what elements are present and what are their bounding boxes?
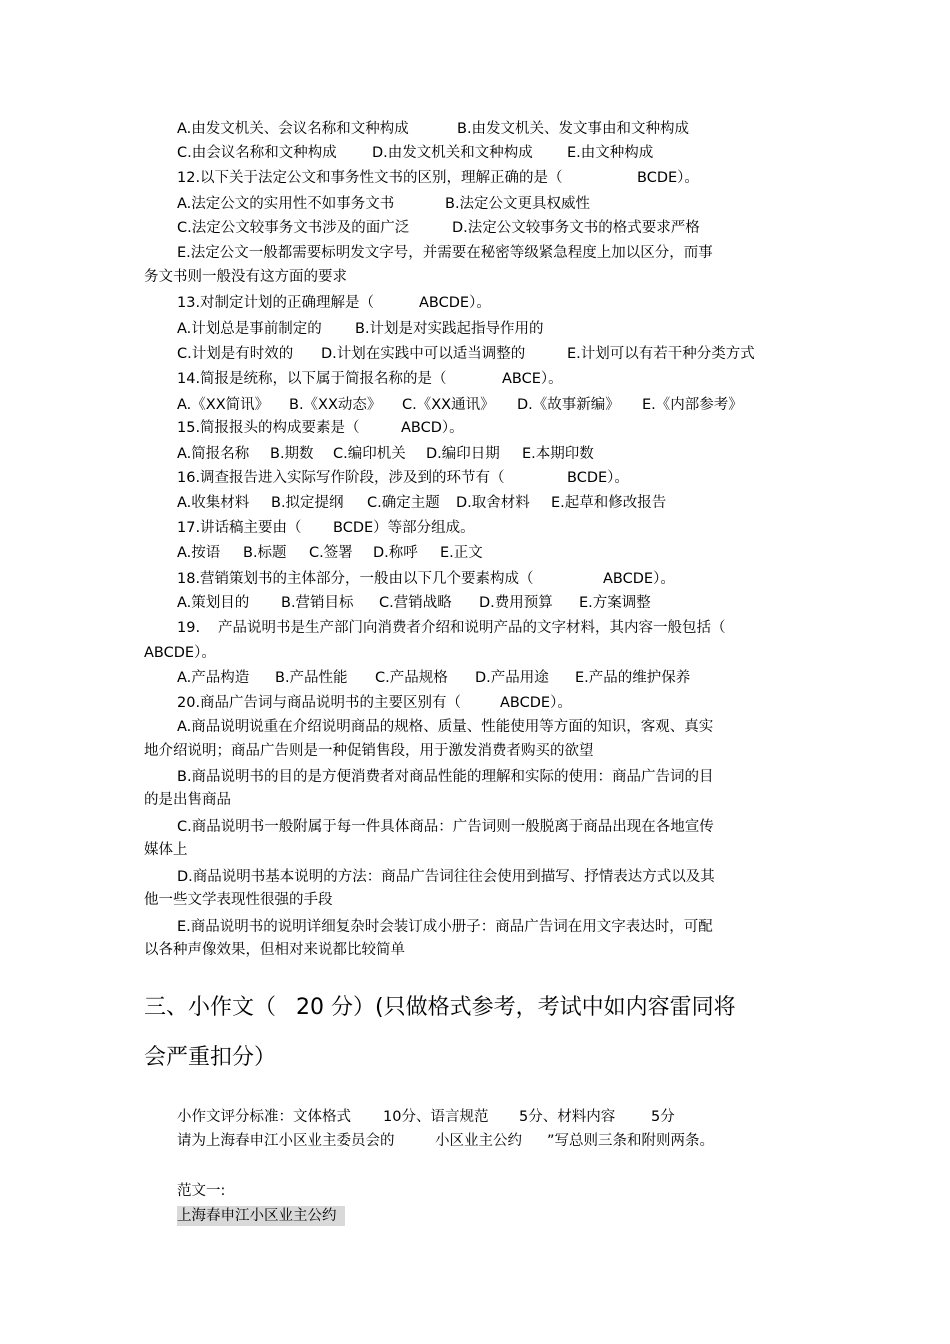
option-c-continued: 媒体上 <box>144 842 188 858</box>
question-text: 13.对制定计划的正确理解是（ <box>177 295 375 311</box>
question-20 <box>177 692 572 714</box>
section-heading-part: 三、小作文（ <box>144 995 277 1020</box>
option-c: C.法定公文较事务文书涉及的面广泛 <box>177 220 410 236</box>
option-d: D.法定公文较事务文书的格式要求严格 <box>452 220 700 236</box>
option-b: B.商品说明书的目的是方便消费者对商品性能的理解和实际的使用：商品广告词的目 <box>177 769 714 785</box>
option-d: D.称呼 <box>373 545 418 561</box>
option-b: B.标题 <box>243 545 287 561</box>
option-b-continued: 的是出售商品 <box>144 792 231 808</box>
option-d: D.由发文机关和文种构成 <box>372 145 533 161</box>
question-text: 12.以下关于法定公文和事务性文书的区别，理解正确的是（ <box>177 170 563 186</box>
option-d: D.编印日期 <box>426 446 500 462</box>
option-c: C.商品说明书一般附属于每一件具体商品：广告词则一般脱离于商品出现在各地宣传 <box>177 819 714 835</box>
option-b: B.拟定提纲 <box>271 495 344 511</box>
option-e: E.计划可以有若干种分类方式 <box>567 346 755 362</box>
answer-key: ABCDE）。 <box>144 645 216 661</box>
criteria-part: 5分 <box>651 1109 675 1125</box>
option-c: C.《XX通讯》 <box>402 397 495 413</box>
answer-key: BCDE）。 <box>637 170 699 186</box>
section-heading-continued <box>144 1043 276 1073</box>
option-d: D.商品说明书基本说明的方法：商品广告词往往会使用到描写、抒情表达方式以及其 <box>177 869 715 885</box>
option-d: D.计划在实践中可以适当调整的 <box>321 346 526 362</box>
option-b-line <box>177 766 714 788</box>
question-13 <box>177 292 491 314</box>
wrapped-line <box>144 839 188 861</box>
question-text: 17.讲话稿主要由（ <box>177 520 302 536</box>
options-line <box>177 217 700 239</box>
option-e: E.《内部参考》 <box>642 397 743 413</box>
criteria-part: 小作文评分标准：文体格式 <box>177 1109 351 1125</box>
wrapped-line <box>144 889 333 911</box>
option-e: E.由文种构成 <box>567 145 654 161</box>
option-a: A.收集材料 <box>177 495 250 511</box>
option-e: E.正文 <box>440 545 483 561</box>
option-c: C.签署 <box>309 545 353 561</box>
answer-key: ABCDE）。 <box>603 571 675 587</box>
option-a: A.计划总是事前制定的 <box>177 321 322 337</box>
prompt-part: 小区业主公约 <box>435 1133 522 1149</box>
option-d: D.《故事新编》 <box>517 397 620 413</box>
question-18 <box>177 568 675 590</box>
options-line <box>177 492 667 514</box>
sample-label <box>177 1180 225 1202</box>
answer-key: ABCDE）。 <box>419 295 491 311</box>
option-b: B.期数 <box>270 446 314 462</box>
options-line <box>177 542 483 564</box>
wrapped-line <box>144 642 216 664</box>
section-heading-part: 20 分）(只做格式参考，考试中如内容雷同将 <box>296 995 736 1020</box>
option-c: C.计划是有时效的 <box>177 346 294 362</box>
prompt-part: 请为上海春申江小区业主委员会的 <box>177 1133 395 1149</box>
option-b: B.《XX动态》 <box>289 397 382 413</box>
option-e-continued: 以各种声像效果，但相对来说都比较简单 <box>144 942 405 958</box>
answer-key: BCDE）。 <box>567 470 629 486</box>
option-a: A.产品构造 <box>177 670 250 686</box>
question-14 <box>177 368 563 390</box>
option-b: B.营销目标 <box>281 595 354 611</box>
answer-key: ABCDE）。 <box>500 695 572 711</box>
question-text: 18.营销策划书的主体部分，一般由以下几个要素构成（ <box>177 571 534 587</box>
question-text: 产品说明书是生产部门向消费者介绍和说明产品的文字材料，其内容一般包括（ <box>218 620 726 636</box>
option-e-continued: 务文书则一般没有这方面的要求 <box>144 269 347 285</box>
option-a: A.法定公文的实用性不如事务文书 <box>177 196 395 212</box>
option-a: A.由发文机关、会议名称和文种构成 <box>177 121 409 137</box>
option-a: A.按语 <box>177 545 221 561</box>
option-d-line <box>177 866 715 888</box>
answer-key: BCDE）等部分组成。 <box>333 520 475 536</box>
option-b: B.计划是对实践起指导作用的 <box>355 321 544 337</box>
option-e: E.商品说明书的说明详细复杂时会装订成小册子：商品广告词在用文字表达时，可配 <box>177 919 713 935</box>
sample-label-text: 范文一: <box>177 1183 226 1199</box>
option-c: C.编印机关 <box>333 446 406 462</box>
option-a: A.策划目的 <box>177 595 250 611</box>
option-e: E.法定公文一般都需要标明发文字号，并需要在秘密等级紧急程度上加以区分，而事 <box>177 245 713 261</box>
option-a-continued: 地介绍说明；商品广告则是一种促销售段，用于激发消费者购买的欲望 <box>144 743 594 759</box>
options-line <box>177 193 591 215</box>
question-text: 20.商品广告词与商品说明书的主要区别有（ <box>177 695 462 711</box>
options-line <box>177 318 544 340</box>
wrapped-line <box>144 740 594 762</box>
grading-criteria <box>177 1106 675 1128</box>
option-b: B.产品性能 <box>275 670 348 686</box>
wrapped-line <box>144 939 405 961</box>
question-17 <box>177 517 475 539</box>
question-12 <box>177 167 699 189</box>
option-b: B.由发文机关、发文事由和文种构成 <box>457 121 690 137</box>
question-19 <box>177 617 726 639</box>
option-a: A.《XX简讯》 <box>177 397 270 413</box>
option-d-continued: 他一些文学表现性很强的手段 <box>144 892 333 908</box>
option-d: D.费用预算 <box>479 595 553 611</box>
answer-key: ABCD）。 <box>401 420 464 436</box>
options-line <box>177 667 691 689</box>
question-15 <box>177 417 464 439</box>
options-line <box>177 118 690 140</box>
option-c: C.营销战略 <box>379 595 452 611</box>
question-text: 15.简报报头的构成要素是（ <box>177 420 360 436</box>
options-line <box>177 592 651 614</box>
question-text: 14.简报是统称，以下属于简报名称的是（ <box>177 371 447 387</box>
option-a: A.商品说明说重在介绍说明商品的规格、质量、性能使用等方面的知识，客观、真实 <box>177 719 714 735</box>
wrapped-line <box>144 789 231 811</box>
option-e-line <box>177 916 713 938</box>
option-e: E.方案调整 <box>579 595 651 611</box>
question-16 <box>177 467 629 489</box>
option-b: B.法定公文更具权威性 <box>445 196 591 212</box>
options-line <box>177 394 743 416</box>
wrapped-line <box>144 266 347 288</box>
section-heading-part: 会严重扣分） <box>144 1045 277 1070</box>
option-d: D.取舍材料 <box>456 495 530 511</box>
criteria-part: 5分、材料内容 <box>519 1109 616 1125</box>
question-number: 19. <box>177 620 201 636</box>
option-c: C.由会议名称和文种构成 <box>177 145 337 161</box>
writing-prompt <box>177 1130 715 1152</box>
options-line <box>177 343 755 365</box>
criteria-part: 10分、语言规范 <box>383 1109 489 1125</box>
option-c-line <box>177 816 714 838</box>
option-c: C.产品规格 <box>375 670 448 686</box>
option-e: E.起草和修改报告 <box>551 495 667 511</box>
option-e: E.本期印数 <box>522 446 594 462</box>
option-d: D.产品用途 <box>475 670 549 686</box>
options-line <box>177 142 654 164</box>
option-e: E.产品的维护保养 <box>575 670 691 686</box>
option-e-line <box>177 242 713 264</box>
option-c: C.确定主题 <box>367 495 440 511</box>
prompt-part: ”写总则三条和附则两条。 <box>547 1133 715 1149</box>
question-text: 16.调查报告进入实际写作阶段，涉及到的环节有（ <box>177 470 505 486</box>
sample-title <box>177 1205 345 1227</box>
answer-key: ABCE）。 <box>502 371 563 387</box>
options-line <box>177 443 594 465</box>
section-heading <box>144 993 736 1023</box>
sample-title-text: 上海春申江小区业主公约 <box>177 1206 345 1226</box>
option-a: A.简报名称 <box>177 446 250 462</box>
option-a-line <box>177 716 713 738</box>
